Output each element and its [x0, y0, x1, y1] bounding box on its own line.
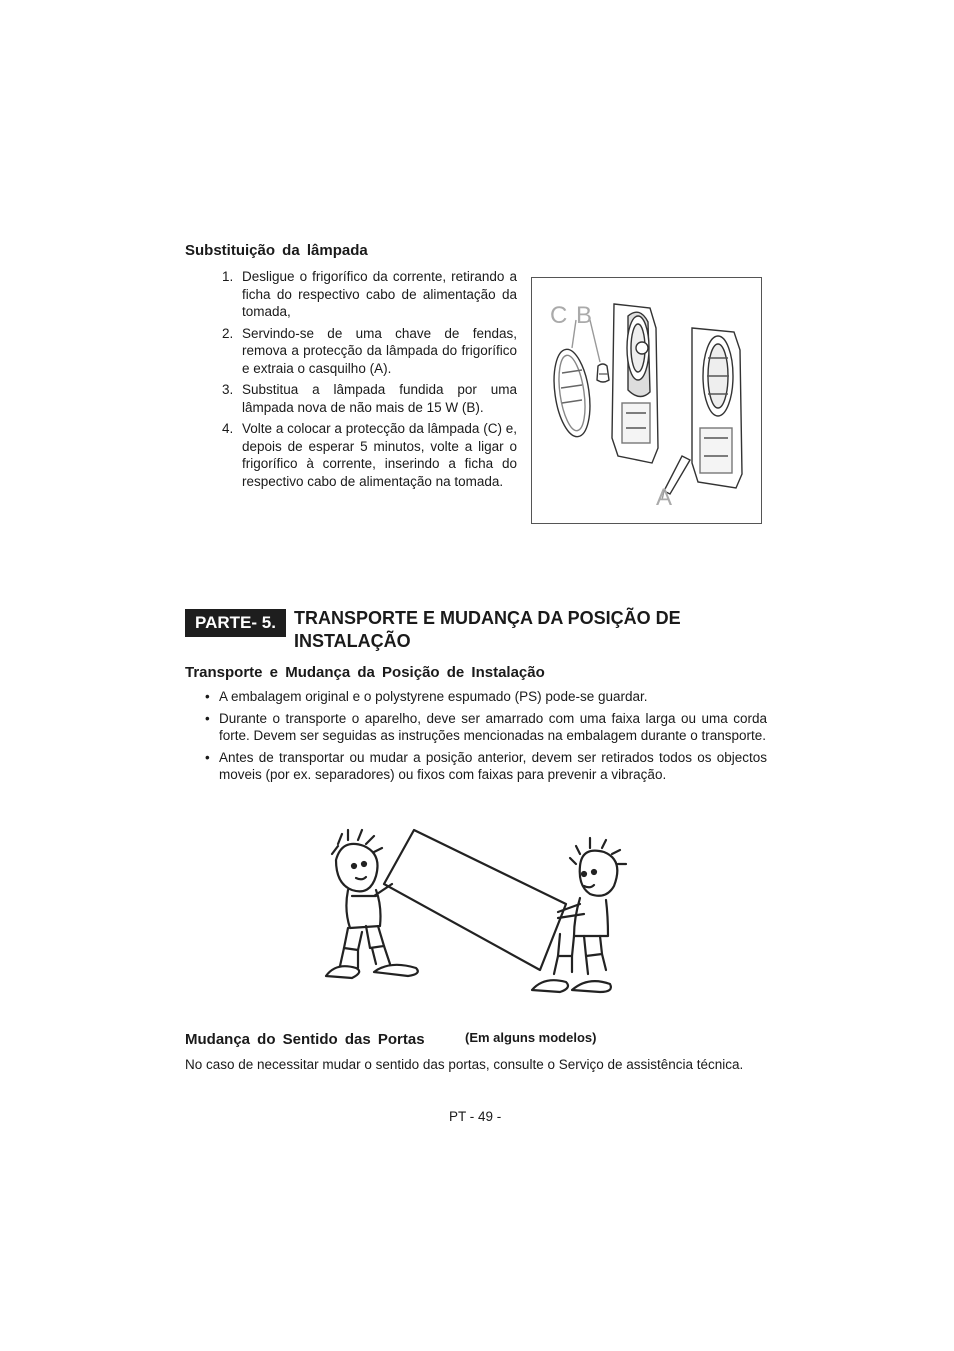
step-number: 1.: [222, 269, 234, 284]
bullet-text: A embalagem original e o polystyrene espumado (PS) pode-se guardar.: [219, 689, 648, 704]
label-a: A: [656, 484, 673, 511]
bullet-item: [205, 749, 767, 784]
doors-heading: Mudança do Sentido das Portas: [185, 1031, 425, 1048]
bullet-dot: •: [205, 749, 210, 765]
bullet-text: Durante o transporte o aparelho, deve ser amarrado com uma faixa larga ou uma corda forte. Devem ser seguidas as instruções mencionadas na embalagem durante o transporte.: [219, 710, 767, 743]
step-text: Volte a colocar a protecção da lâmpada (C) e, depois de esperar 5 minutos, volte a ligar o frigorífico à corrente, inserindo a ficha do respectivo cabo de alimentação na tomada.: [242, 421, 517, 489]
step-text: Substitua a lâmpada fundida por uma lâmpada nova de não mais de 15 W (B).: [242, 382, 517, 415]
lamp-step: [222, 420, 517, 490]
bullet-dot: •: [205, 710, 210, 726]
step-text: Desligue o frigorífico da corrente, retirando a ficha do respectivo cabo de alimentação da tomada,: [242, 269, 517, 319]
step-text: Servindo-se de uma chave de fendas, remova a protecção da lâmpada do frigorífico e extraia o casquilho (A).: [242, 325, 517, 376]
lamp-step: [222, 325, 517, 378]
lamp-section-heading: Substituição da lâmpada: [185, 242, 368, 259]
transport-bullets: [205, 688, 767, 788]
lamp-step: [222, 268, 517, 321]
label-b: B: [576, 302, 593, 329]
lamp-steps-list: [222, 268, 517, 494]
kids-carrying-box-drawing: [318, 822, 638, 1002]
page-number: PT - 49 -: [449, 1109, 502, 1124]
left-kid-head: [336, 844, 378, 892]
step-number: 2.: [222, 325, 234, 341]
part-title: TRANSPORTE E MUDANÇA DA POSIÇÃO DE INSTALAÇÃO: [294, 608, 681, 651]
label-c: C: [550, 302, 568, 329]
lamp-replacement-figure: [531, 277, 762, 524]
bullet-item: [205, 710, 767, 745]
transport-illustration: [318, 822, 638, 1002]
lamp-cover-shape: [549, 347, 595, 439]
box-shape: [384, 830, 566, 970]
step-number: 3.: [222, 382, 234, 397]
bullet-dot: •: [205, 689, 210, 704]
doors-note: (Em alguns modelos): [465, 1030, 597, 1045]
bullet-text: Antes de transportar ou mudar a posição anterior, devem ser retirados todos os objectos moveis (por ex. separadores) ou fixos com faixas para prevenir a vibração.: [219, 749, 767, 782]
bulb-shape: [597, 364, 609, 382]
doors-paragraph: No caso de necessitar mudar o sentido das portas, consulte o Serviço de assistência técnica.: [185, 1057, 744, 1072]
transport-subheading: Transporte e Mudança da Posição de Instalação: [185, 664, 545, 681]
part-badge: PARTE- 5.: [185, 609, 286, 637]
lamp-step: [222, 381, 517, 416]
lamp-diagram: [532, 278, 761, 523]
step-number: 4.: [222, 421, 234, 436]
bullet-item: [205, 688, 767, 706]
